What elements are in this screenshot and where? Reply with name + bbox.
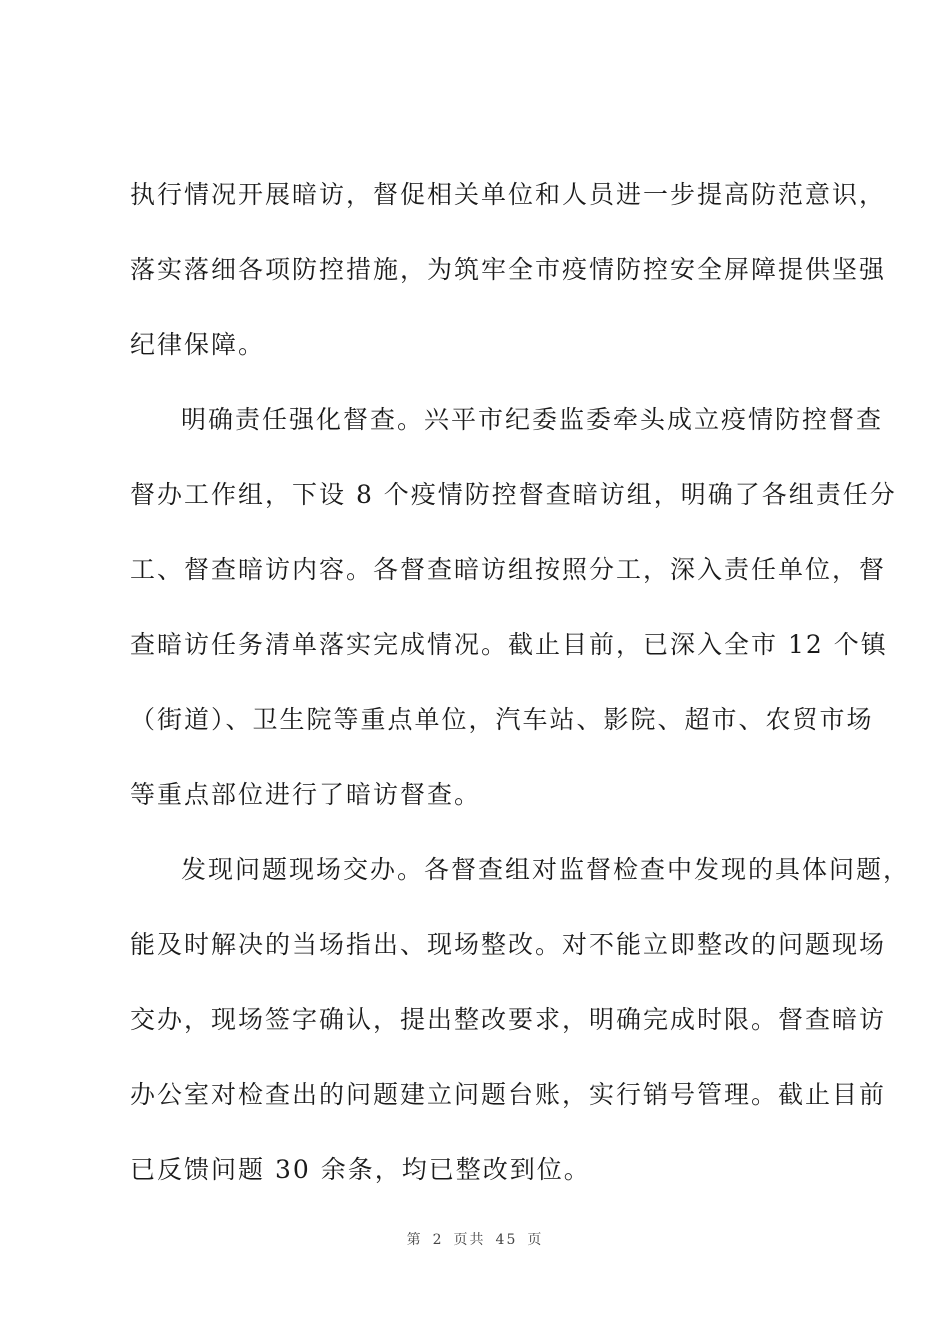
line-text: 执行情况开展暗访，督促相关单位和人员进一步提高防范意识， bbox=[130, 180, 887, 209]
line-text: 办公室对检查出的问题建立问题台账，实行销号管理。截止目前 bbox=[130, 1080, 887, 1109]
text-line bbox=[0, 925, 950, 965]
line-text: 等重点部位进行了暗访督查。 bbox=[130, 780, 482, 809]
footer-suffix: 页 bbox=[527, 1232, 544, 1248]
text-line bbox=[0, 850, 950, 890]
line-text: 明确责任强化督查。兴平市纪委监委牵头成立疫情防控督查 bbox=[181, 405, 884, 434]
text-line bbox=[0, 475, 950, 515]
line-text: 已反馈问题 30 余条，均已整改到位。 bbox=[130, 1155, 591, 1184]
text-line bbox=[0, 175, 950, 215]
line-text: 工、督查暗访内容。各督查暗访组按照分工，深入责任单位，督 bbox=[130, 555, 887, 584]
text-line bbox=[0, 1000, 950, 1040]
text-line bbox=[0, 1150, 950, 1190]
text-line bbox=[0, 700, 950, 740]
footer-prefix: 第 bbox=[406, 1232, 423, 1248]
text-line bbox=[0, 550, 950, 590]
line-text: 督办工作组，下设 8 个疫情防控督查暗访组，明确了各组责任分 bbox=[130, 480, 897, 509]
text-line bbox=[0, 625, 950, 665]
line-text: 查暗访任务清单落实完成情况。截止目前，已深入全市 12 个镇 bbox=[130, 630, 888, 659]
text-line bbox=[0, 1075, 950, 1115]
text-line bbox=[0, 325, 950, 365]
footer-page-number: 2 bbox=[432, 1232, 444, 1248]
text-line bbox=[0, 400, 950, 440]
page-footer bbox=[0, 1228, 950, 1252]
line-text: 发现问题现场交办。各督查组对监督检查中发现的具体问题， bbox=[181, 855, 911, 884]
line-text: （街道）、卫生院等重点单位，汽车站、影院、超市、农贸市场 bbox=[130, 705, 874, 734]
line-text: 交办，现场签字确认，提出整改要求，明确完成时限。督查暗访 bbox=[130, 1005, 887, 1034]
text-line bbox=[0, 775, 950, 815]
text-line bbox=[0, 250, 950, 290]
footer-page-total: 45 bbox=[495, 1232, 518, 1248]
line-text: 落实落细各项防控措施，为筑牢全市疫情防控安全屏障提供坚强 bbox=[130, 255, 887, 284]
footer-mid: 页共 bbox=[453, 1232, 486, 1248]
line-text: 纪律保障。 bbox=[130, 330, 266, 359]
line-text: 能及时解决的当场指出、现场整改。对不能立即整改的问题现场 bbox=[130, 930, 887, 959]
